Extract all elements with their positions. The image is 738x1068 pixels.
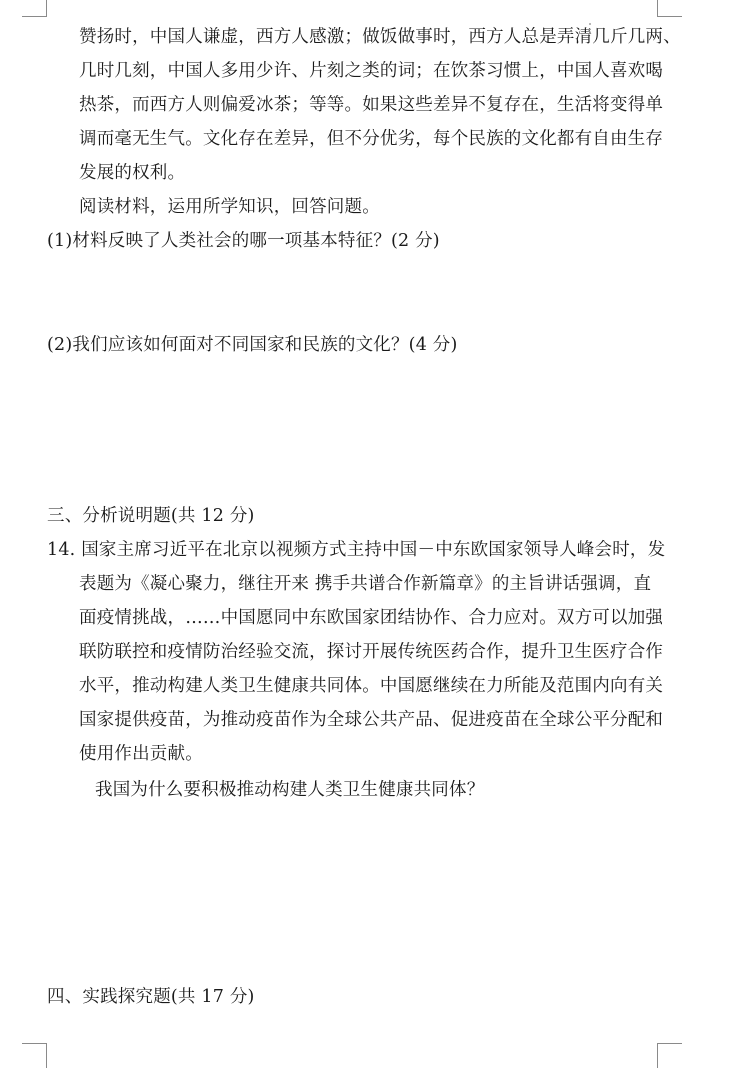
q14-line-7: 使用作出贡献。 [79,744,203,764]
q14-line-6: 国家提供疫苗，为推动疫苗作为全球公共产品、促进疫苗在全球公平分配和 [79,710,664,730]
material-line-1: 赞扬时，中国人谦虚，西方人感激；做饭做事时，西方人总是弄清几斤几两、 [79,27,681,47]
material-line-3: 热茶，而西方人则偏爱冰茶；等等。如果这些差异不复存在，生活将变得单 [79,95,664,115]
material-instruction: 阅读材料，运用所学知识，回答问题。 [79,197,380,217]
speck [589,23,591,25]
question-2: (2)我们应该如何面对不同国家和民族的文化？(4 分) [47,335,458,355]
q14-line-1: 14. 国家主席习近平在北京以视频方式主持中国－中东欧国家领导人峰会时，发 [47,540,666,560]
crop-mark-top-left [22,0,47,17]
q14-question: 我国为什么要积极推动构建人类卫生健康共同体？ [95,780,485,800]
section-3-heading: 三、分析说明题(共 12 分) [47,506,255,526]
crop-mark-bottom-left [22,1043,47,1068]
material-line-4: 调而毫无生气。文化存在差异，但不分优劣，每个民族的文化都有自由生存 [79,129,664,149]
section-4-heading: 四、实践探究题(共 17 分) [47,987,255,1007]
question-1: (1)材料反映了人类社会的哪一项基本特征？(2 分) [47,231,440,251]
material-line-5: 发展的权利。 [79,163,186,183]
q14-line-2: 表题为《凝心聚力，继往开来 携手共谱合作新篇章》的主旨讲话强调，直 [79,574,652,594]
q14-line-4: 联防联控和疫情防治经验交流，探讨开展传统医药合作，提升卫生医疗合作 [79,642,664,662]
crop-mark-bottom-right [657,1043,682,1068]
q14-line-5: 水平，推动构建人类卫生健康共同体。中国愿继续在力所能及范围内向有关 [79,676,664,696]
material-line-2: 几时几刻，中国人多用少许、片刻之类的词；在饮茶习惯上，中国人喜欢喝 [79,61,664,81]
crop-mark-top-right [657,0,682,17]
q14-line-3: 面疫情挑战，……中国愿同中东欧国家团结协作、合力应对。双方可以加强 [79,608,664,628]
